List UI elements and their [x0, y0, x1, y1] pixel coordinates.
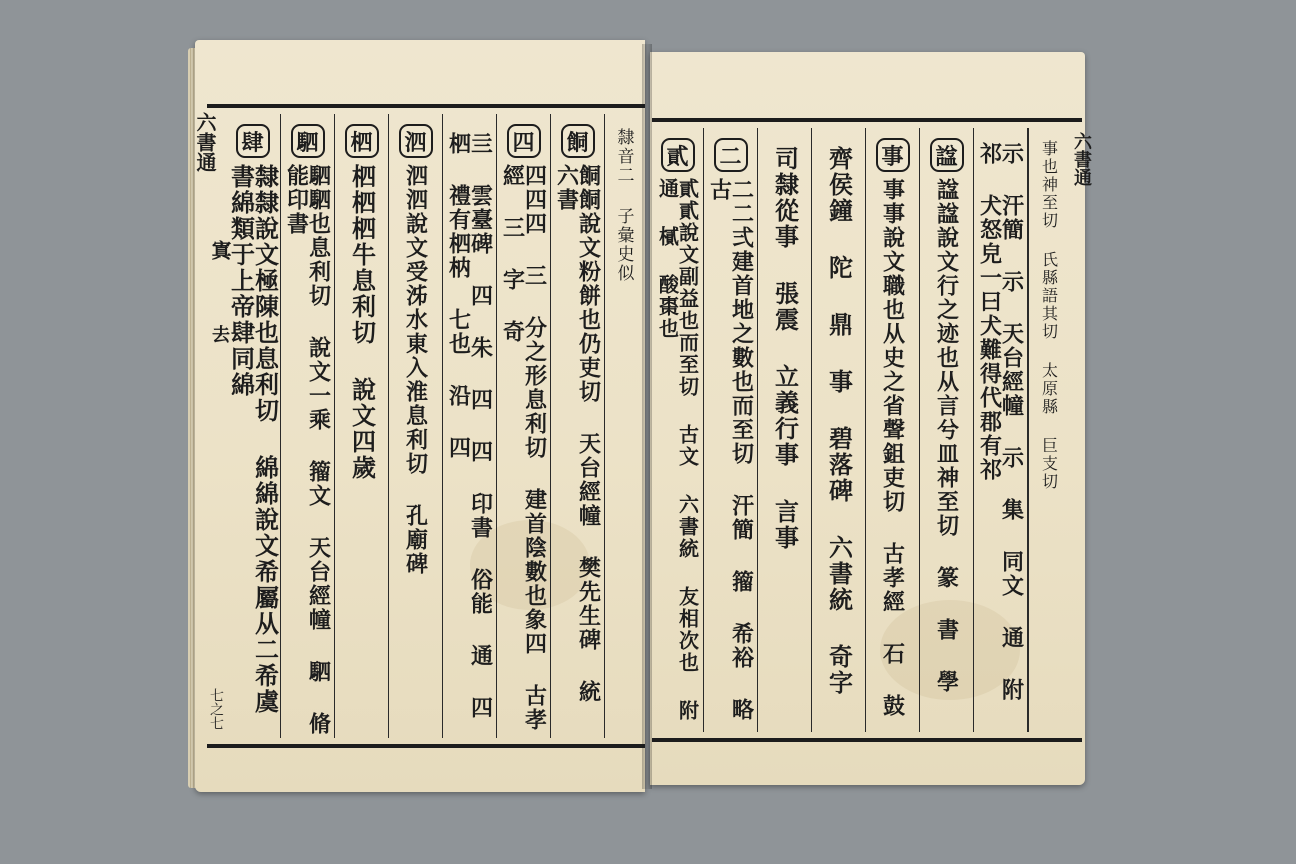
right-text-frame	[652, 118, 1082, 742]
left-folio: 七之七	[208, 688, 224, 730]
text-column	[974, 128, 1028, 732]
column-text: 二二弍建首地之數也而至切 汗簡 籀 希裕 略古	[706, 178, 755, 722]
column-text: 四四四 三 分之形息利切 建首陰數也象四 古孝經 三 字 奇	[499, 164, 548, 732]
text-column	[497, 114, 551, 738]
text-column	[758, 128, 812, 732]
column-text: 齊侯鐘 陀 鼎 事 碧落碑 六書統 奇字	[824, 146, 854, 696]
entry-head: 柶	[345, 124, 379, 158]
text-column	[605, 114, 641, 738]
text-column	[225, 114, 281, 738]
column-text: 隸音二 子彙史似	[613, 128, 634, 283]
column-text: 亖 雲臺碑 四 朱 四 四 印書 俗能 通 四 柶 禮有柶枘 七也 沿 四	[445, 132, 494, 720]
entry-head: 貳	[661, 138, 695, 172]
column-text: 事事說文職也从史之省聲鉏吏切 古孝經 石 鼓	[879, 178, 906, 718]
entry-head: 事	[876, 138, 910, 172]
left-margin-title: 六書通	[193, 112, 217, 172]
text-column	[704, 128, 758, 732]
column-text: 貳貳說文副益也而至切 古文 六書統 友相次也 附 通 樲 酸棗也	[655, 178, 700, 722]
right-margin-title: 六書通	[1071, 132, 1092, 186]
column-text: 駟駟也息利切 說文一乘 籀文 天台經幢 駟 脩能印書	[283, 164, 332, 736]
column-text: 泗泗說文受泲水東入淮息利切 孔廟碑	[402, 164, 429, 576]
column-text: 餇餇說文粉餅也仍吏切 天台經幢 樊先生碑 統 六書	[553, 164, 602, 704]
entry-head: 諡	[930, 138, 964, 172]
text-column	[281, 114, 335, 738]
text-column	[551, 114, 605, 738]
column-text: 諡諡說文行之迹也从言兮皿神至切 篆 書 學	[933, 178, 960, 694]
entry-head: 四	[507, 124, 541, 158]
text-column	[812, 128, 866, 732]
entry-head: 駟	[291, 124, 325, 158]
text-column	[920, 128, 974, 732]
entry-head: 泗	[399, 124, 433, 158]
column-text: 司隸從事 張震 立義行事 言事	[770, 146, 800, 551]
column-text: 示 汗簡 示 天台經幢 示 集 同文 通 附 祁 犬怒皃一曰犬難得代郡有祁	[976, 142, 1025, 702]
left-margin-rhyme: 寘	[208, 240, 232, 260]
left-text-frame	[207, 104, 645, 748]
text-column	[335, 114, 389, 738]
entry-head: 二	[714, 138, 748, 172]
text-column	[866, 128, 920, 732]
column-text: 隸隸說文極陳也息利切 綿綿說文希屬从二希虞書綿類于上帝肆同綿	[226, 164, 280, 715]
text-column	[389, 114, 443, 738]
column-text: 柶柶柶牛息利切 說文四歲	[347, 164, 377, 481]
entry-head: 餇	[561, 124, 595, 158]
column-text: 事也神至切 氏縣語其切 太原縣 巨支切	[1039, 140, 1059, 491]
entry-head: 肆	[236, 124, 270, 158]
left-margin-tone: 去	[209, 325, 230, 343]
text-column	[443, 114, 497, 738]
text-column	[652, 128, 704, 732]
text-column	[1028, 128, 1068, 732]
